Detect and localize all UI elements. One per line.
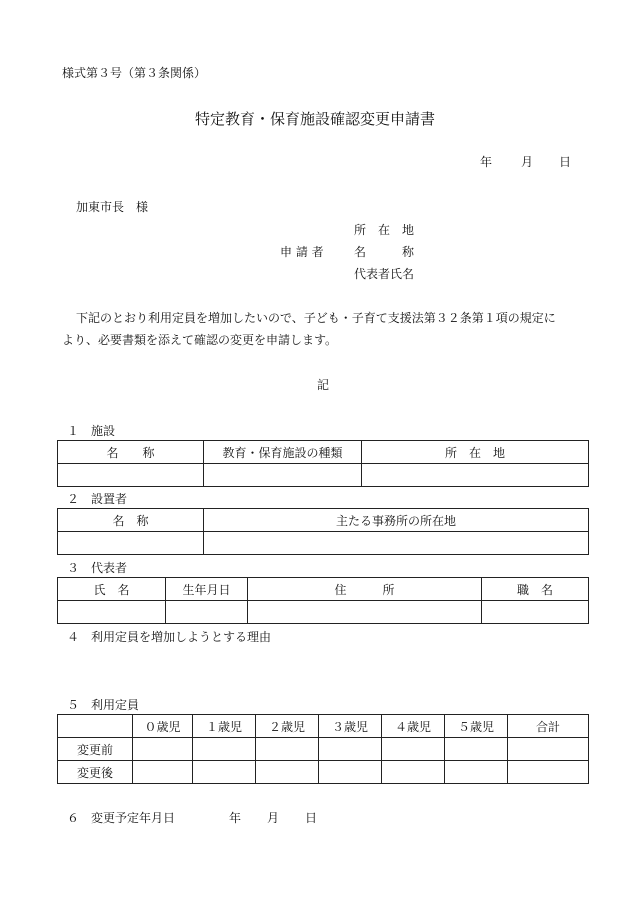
form-number: 様式第３号（第３条関係） — [62, 66, 207, 80]
founder-name-cell[interactable] — [58, 532, 204, 555]
rep-name-cell[interactable] — [58, 601, 166, 624]
change-date-day: 日 — [305, 811, 318, 825]
founder-header-name: 名 称 — [58, 509, 204, 532]
ki-heading: 記 — [317, 378, 330, 392]
section4-heading: ４ 利用定員を増加しようとする理由 — [67, 630, 272, 644]
rep-position-cell[interactable] — [482, 601, 589, 624]
name-label: 名 称 — [354, 245, 415, 259]
facility-type-cell[interactable] — [204, 464, 362, 487]
capacity-header-age2: ２歳児 — [256, 715, 319, 738]
representative-label: 代表者氏名 — [354, 267, 415, 281]
capacity-cell[interactable] — [319, 761, 382, 784]
capacity-cell[interactable] — [445, 738, 508, 761]
section6-heading: ６ 変更予定年月日 — [67, 811, 176, 825]
body-text-line1: 下記のとおり利用定員を増加したいので、子ども・子育て支援法第３２条第１項の規定に — [76, 311, 556, 325]
rep-birthdate-cell[interactable] — [166, 601, 248, 624]
capacity-cell[interactable] — [382, 738, 445, 761]
rep-address-cell[interactable] — [248, 601, 482, 624]
capacity-table — [57, 714, 589, 784]
facility-header-type: 教育・保育施設の種類 — [204, 441, 362, 464]
date-month: 月 — [521, 155, 534, 169]
capacity-header-age5: ５歳児 — [445, 715, 508, 738]
change-date-month: 月 — [267, 811, 280, 825]
form-title: 特定教育・保育施設確認変更申請書 — [194, 110, 435, 128]
capacity-cell[interactable] — [382, 761, 445, 784]
capacity-cell[interactable] — [193, 738, 256, 761]
change-date-year: 年 — [229, 811, 242, 825]
section1-heading: １ 施設 — [67, 424, 116, 438]
capacity-row-label: 変更前 — [58, 738, 133, 761]
capacity-cell[interactable] — [193, 761, 256, 784]
facility-table — [57, 440, 589, 487]
representative-table — [57, 577, 589, 624]
section2-heading: ２ 設置者 — [67, 492, 128, 506]
date-year: 年 — [480, 155, 493, 169]
capacity-row-before — [58, 738, 589, 761]
capacity-row-after — [58, 761, 589, 784]
section3-heading: ３ 代表者 — [67, 561, 128, 575]
capacity-header-age4: ４歳児 — [382, 715, 445, 738]
capacity-header-blank — [58, 715, 133, 738]
address-label: 所 在 地 — [354, 223, 415, 237]
capacity-cell[interactable] — [508, 761, 589, 784]
capacity-cell[interactable] — [319, 738, 382, 761]
founder-office-cell[interactable] — [204, 532, 589, 555]
body-text-line2: より、必要書類を添えて確認の変更を申請します。 — [62, 333, 338, 347]
date-day: 日 — [559, 155, 572, 169]
rep-header-name: 氏 名 — [58, 578, 166, 601]
capacity-row-label: 変更後 — [58, 761, 133, 784]
addressee: 加東市長 様 — [76, 200, 149, 214]
capacity-cell[interactable] — [256, 738, 319, 761]
capacity-cell[interactable] — [133, 761, 193, 784]
capacity-header-age3: ３歳児 — [319, 715, 382, 738]
capacity-header-age1: １歳児 — [193, 715, 256, 738]
capacity-header-total: 合計 — [508, 715, 589, 738]
rep-header-birthdate: 生年月日 — [166, 578, 248, 601]
rep-header-position: 職 名 — [482, 578, 589, 601]
capacity-cell[interactable] — [445, 761, 508, 784]
capacity-cell[interactable] — [256, 761, 319, 784]
capacity-cell[interactable] — [508, 738, 589, 761]
capacity-cell[interactable] — [133, 738, 193, 761]
facility-address-cell[interactable] — [362, 464, 589, 487]
facility-name-cell[interactable] — [58, 464, 204, 487]
founder-table — [57, 508, 589, 555]
facility-header-name: 名 称 — [58, 441, 204, 464]
capacity-header-age0: ０歳児 — [133, 715, 193, 738]
founder-header-office: 主たる事務所の所在地 — [204, 509, 589, 532]
section5-heading: ５ 利用定員 — [67, 698, 140, 712]
rep-header-address: 住 所 — [248, 578, 482, 601]
facility-header-address: 所 在 地 — [362, 441, 589, 464]
applicant-label: 申 請 者 — [280, 245, 324, 259]
